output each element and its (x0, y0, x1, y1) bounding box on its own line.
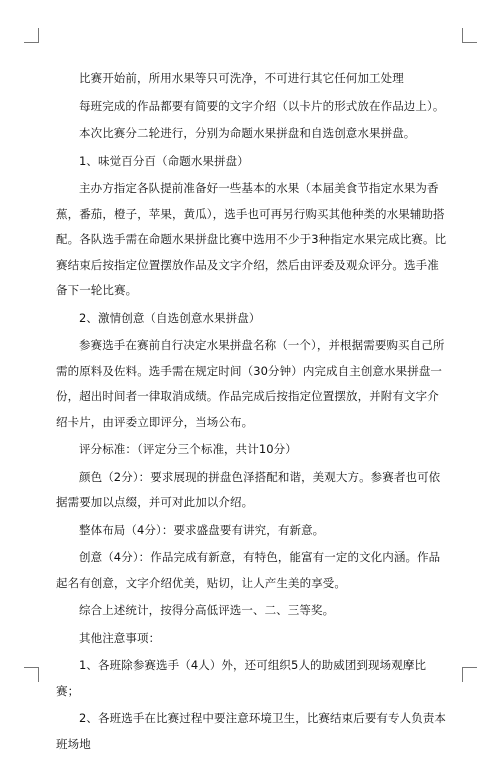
paragraph-awards: 综合上述统计，按得分高低评选一、二、三等奖。 (79, 603, 335, 617)
crop-mark-bottom-right (462, 667, 477, 682)
paragraph-note-2: 2、各班选手在比赛过程中要注意环境卫生，比赛结束后要有专人负责本班场地 (56, 711, 447, 751)
section-heading-notes: 其他注意事项： (79, 630, 161, 645)
paragraph-round-2-details: 参赛选手在赛前自行决定水果拼盘名称（一个），并根据需要购买自己所需的原料及佐料。选手需在规定时间（30分钟）内完成自主创意水果拼盘一份，超出时间者一律取消成绩。作品完成后按指定位置摆放，并附有文字介绍卡片，由评委立即评分，当场公布。 (56, 338, 445, 429)
document-body (56, 66, 448, 757)
crop-mark-top-right (462, 28, 477, 43)
paragraph-scoring-color: 颜色（2分）：要求展现的拼盘色泽搭配和谐，美观大方。参赛者也可依据需要加以点缀，并可对此加以介绍。 (56, 469, 441, 509)
crop-mark-top-left (24, 28, 39, 43)
section-heading-round-1: 1、味觉百分百（命题水果拼盘） (79, 153, 249, 168)
paragraph-note-1: 1、各班除参赛选手（4人）外，还可组织5人的助威团到现场观摩比赛； (56, 658, 427, 698)
paragraph-scoring-creativity: 创意（4分）：作品完成有新意，有特色，能富有一定的文化内涵。作品起名有创意，文字介绍优美，贴切，让人产生美的享受。 (56, 550, 441, 590)
paragraph-rounds: 本次比赛分二轮进行，分别为命题水果拼盘和自选创意水果拼盘。 (79, 126, 416, 140)
paragraph-rule-washing: 比赛开始前，所用水果等只可洗净，不可进行其它任何加工处理 (79, 71, 404, 85)
crop-mark-bottom-left (24, 667, 39, 682)
paragraph-rule-card: 每班完成的作品都要有简要的文字介绍（以卡片的形式放在作品边上）。 (79, 98, 445, 113)
paragraph-scoring-layout: 整体布局（4分）：要求盛盘要有讲究，有新意。 (79, 522, 325, 537)
paragraph-round-1-details: 主办方指定各队提前准备好一些基本的水果（本届美食节指定水果为香蕉，番茄，橙子，苹果，黄瓜），选手也可再另行购买其他种类的水果辅助搭配。各队选手需在命题水果拼盘比赛中选用不少于3种指定水果完成比赛。比赛结束后按指定位置摆放作品及文字介绍，然后由评委及观众评分。选手准备下一轮比赛。 (56, 181, 447, 297)
section-heading-round-2: 2、激情创意（自选创意水果拼盘） (79, 310, 261, 325)
paragraph-scoring-standard: 评分标准：（评定分三个标准，共计10分） (79, 442, 297, 456)
